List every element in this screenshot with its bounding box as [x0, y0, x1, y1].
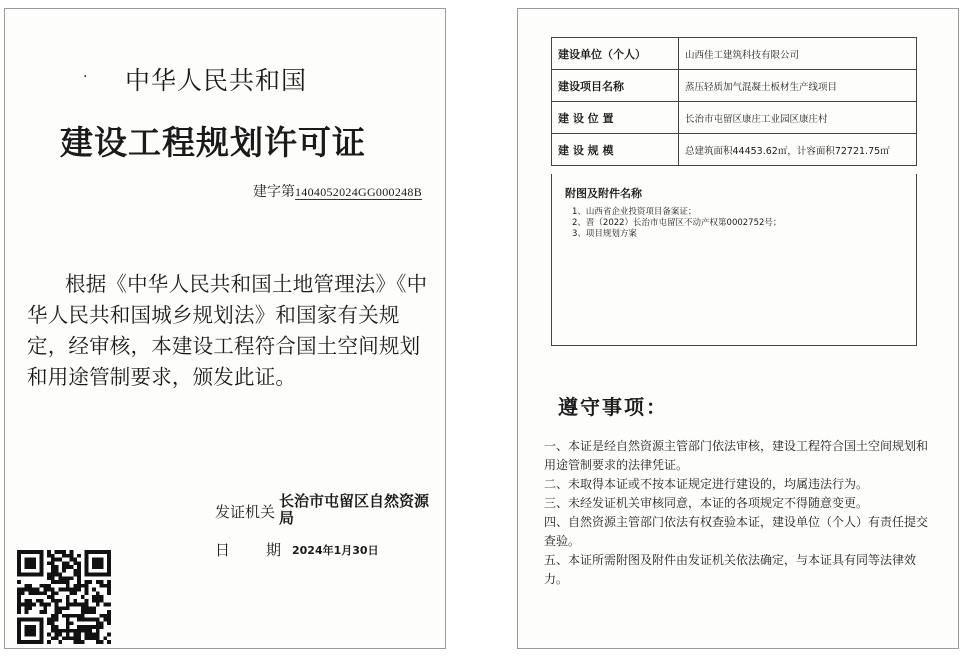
rules-title: 遵守事项： [558, 395, 668, 419]
table-row [552, 102, 917, 134]
dot-mark: · [83, 69, 88, 85]
list-item: 三、未经发证机关审核同意，本证的各项规定不得随意变更。 [544, 496, 869, 510]
row-label: 建设项目名称 [552, 70, 679, 102]
issuer-label: 发证机关 [215, 503, 276, 521]
list-item: 3、项目规划方案 [572, 229, 637, 239]
list-item: 一、本证是经自然资源主管部门依法审核，建设工程符合国土空间规划和用途管制要求的法律凭证。 [544, 439, 929, 472]
date-label: 日期 [215, 541, 318, 559]
row-value: 蒸压轻质加气混凝土板材生产线项目 [679, 70, 917, 102]
certificate-number-value: 1404052024GG000248B [295, 185, 423, 199]
table-row [552, 134, 917, 166]
certificate-back-page [517, 8, 959, 649]
row-value: 山西佳工建筑科技有限公司 [679, 38, 917, 70]
list-item: 五、本证所需附图及附件由发证机关依法确定，与本证具有同等法律效力。 [544, 553, 917, 586]
list-item: 二、未取得本证或不按本证规定进行建设的，均属违法行为。 [544, 477, 869, 491]
certificate-front-page [4, 8, 446, 649]
annex-title: 附图及附件名称 [565, 187, 642, 200]
rules-list [544, 437, 936, 589]
certificate-number-prefix: 建字第 [253, 184, 295, 200]
table-row [552, 70, 917, 102]
list-item: 四、自然资源主管部门依法有权查验本证，建设单位（个人）有责任提交查验。 [544, 515, 929, 548]
table-row [552, 38, 917, 70]
list-item: 1、山西省企业投资项目备案证； [572, 207, 697, 217]
issuer-value: 长治市屯留区自然资源局 [279, 492, 430, 527]
row-label: 建 设 规 模 [552, 134, 679, 166]
row-value: 长治市屯留区康庄工业园区康庄村 [679, 102, 917, 134]
row-value: 总建筑面积44453.62㎡，计容面积72721.75㎡ [679, 134, 917, 166]
certificate-title: 建设工程规划许可证 [60, 123, 366, 162]
country-name: 中华人民共和国 [125, 66, 308, 95]
annex-box [551, 174, 917, 346]
project-info-table [551, 37, 917, 166]
row-label: 建 设 位 置 [552, 102, 679, 134]
date-value: 2024年1月30日 [292, 544, 379, 557]
row-label: 建设单位（个人） [552, 38, 679, 70]
annex-list [572, 207, 781, 240]
certificate-body-text: 根据《中华人民共和国土地管理法》《中华人民共和国城乡规划法》和国家有关规定，经审核，本建设工程符合国土空间规划和用途管制要求，颁发此证。 [27, 272, 428, 389]
qr-code-icon [17, 550, 111, 644]
list-item: 2、晋（2022）长治市屯留区不动产权第0002752号； [572, 218, 782, 228]
certificate-number [253, 181, 422, 201]
